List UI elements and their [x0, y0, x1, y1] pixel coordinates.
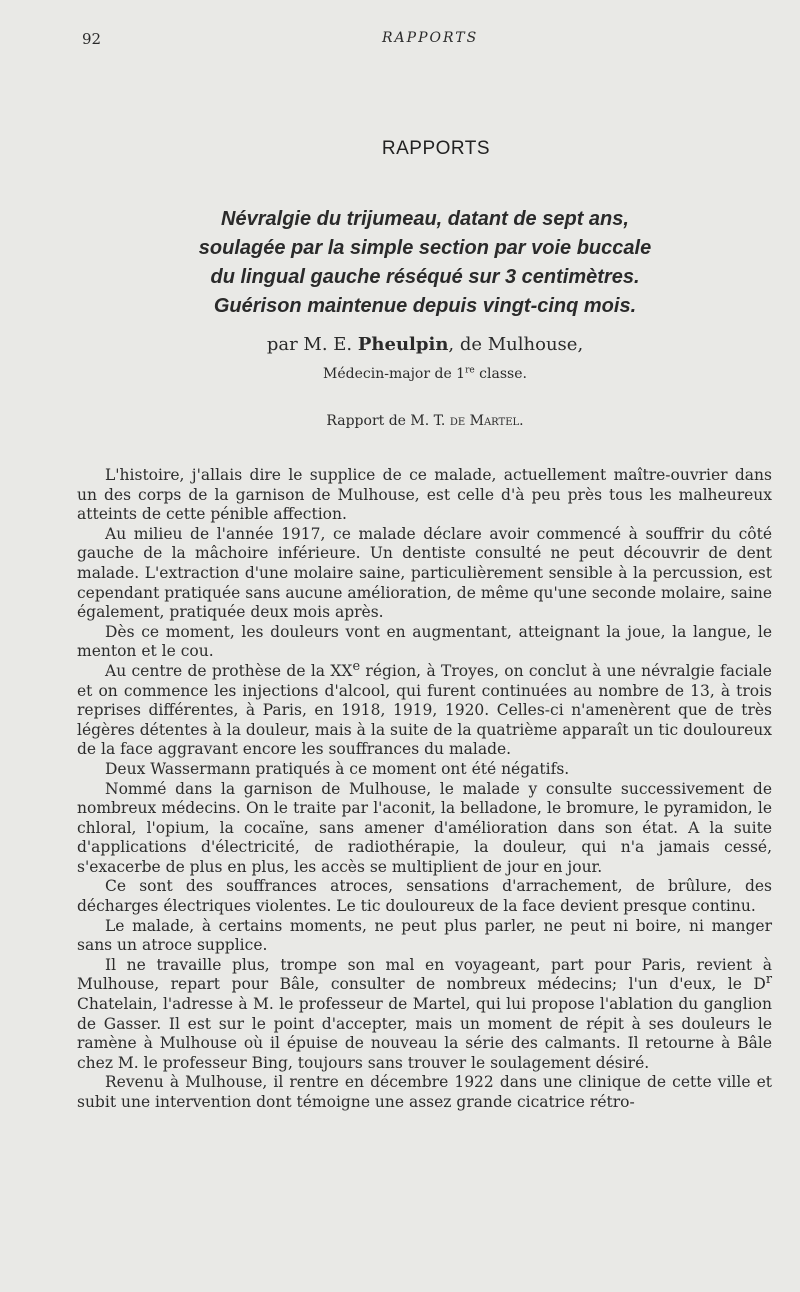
paragraph-text: Au centre de prothèse de la XX: [105, 661, 353, 680]
title-line: du lingual gauche réséqué sur 3 centimètres.: [210, 266, 640, 288]
paragraph: [77, 956, 772, 1074]
author-rank: [60, 366, 790, 382]
section-title: RAPPORTS: [381, 138, 491, 159]
byline: [60, 334, 790, 355]
title-line: soulagée par la simple section par voie buccale: [198, 237, 652, 259]
author-name: Pheulpin: [357, 334, 449, 355]
paragraph: Deux Wassermann pratiqués à ce moment ont été négatifs.: [105, 759, 570, 778]
running-header: [82, 30, 720, 50]
paragraph: Au milieu de l'année 1917, ce malade déclare avoir commencé à souffrir du côté gauche de la mâchoire inférieure. Un dentiste consulté ne peut découvrir de dent malade. L'extraction d'une molaire saine, particulièrement sensible à la percussion, est cependant pratiquée sans aucune amélioration, de même qu'une seconde molaire, saine également, pratiquée deux mois après.: [77, 524, 772, 622]
paragraph: L'histoire, j'allais dire le supplice de ce malade, actuellement maître-ouvrier dans un des corps de la garnison de Mulhouse, est celle d'à peu près tous les malheureux atteints de cette pénible affection.: [77, 466, 772, 524]
paragraph-text: Il ne travaille plus, trompe son mal en voyageant, part pour Paris, revient à Mulhouse, repart pour Bâle, consulter de nombreux médecins; l'un d'eux, le D: [77, 955, 772, 994]
byline-prefix: par M. E.: [266, 334, 353, 355]
paragraph: Dès ce moment, les douleurs vont en augmentant, atteignant la joue, la langue, le menton et le cou.: [77, 622, 772, 661]
page-number: 92: [82, 30, 102, 48]
paragraph: Le malade, à certains moments, ne peut plus parler, ne peut ni boire, ni manger sans un atroce supplice.: [77, 916, 772, 955]
title-line: Guérison maintenue depuis vingt-cinq mois.: [213, 295, 637, 317]
running-title: RAPPORTS: [382, 30, 479, 46]
report-prefix: Rapport de M. T.: [326, 413, 446, 429]
rank-suffix: classe.: [474, 366, 527, 382]
paragraph: Revenu à Mulhouse, il rentre en décembre 1922 dans une clinique de cette ville et subit une intervention dont témoigne une assez grande cicatrice rétro-: [77, 1073, 772, 1111]
paragraph: Nommé dans la garnison de Mulhouse, le malade y consulte successivement de nombreux médecins. On le traite par l'aconit, la belladone, le bromure, le pyramidon, le chloral, l'opium, la cocaïne, sans amener d'amélioration dans son état. A la suite d'applications d'électricité, de radiothérapie, la douleur, qui n'a jamais cessé, s'exacerbe de plus en plus, les accès se multiplient de jour en jour.: [77, 779, 772, 876]
reporter-name: de Martel.: [449, 413, 524, 429]
article-body: [77, 466, 772, 1113]
superscript: e: [352, 658, 361, 674]
paragraph-text: région, à Troyes, on conclut à une névralgie faciale et on commence les injections d'alcool, qui furent continuées au nombre de 13, à trois reprises différentes, à Paris, en 1918, 1919, 1920. Celles-ci n'amenèrent que de très légères détentes à la douleur, mais à la suite de la quatrième apparaît un tic douloureux de la face aggravant encore les souffrances du malade.: [77, 661, 772, 759]
title-line: Névralgie du trijumeau, datant de sept ans,: [221, 208, 629, 230]
superscript: r: [765, 972, 772, 988]
paragraph: Ce sont des souffrances atroces, sensations d'arrachement, de brûlure, des décharges électriques violentes. Le tic douloureux de la face devient presque continu.: [77, 877, 772, 916]
article-title: [60, 205, 790, 321]
byline-suffix: , de Mulhouse,: [448, 334, 584, 355]
paragraph: [77, 658, 772, 760]
rank-prefix: Médecin-major de 1: [323, 366, 466, 382]
report-attribution: [60, 413, 790, 429]
paragraph-text: Chatelain, l'adresse à M. le professeur de Martel, qui lui propose l'ablation du ganglion de Gasser. Il est sur le point d'accepter, mais un moment de répit à ses douleurs le ramène à Mulhouse où il épuise de nouveau la série des calmants. Il retourne à Bâle chez M. le professeur Bing, toujours sans trouver le soulagement désiré.: [77, 995, 772, 1072]
rank-superscript: re: [465, 365, 475, 376]
